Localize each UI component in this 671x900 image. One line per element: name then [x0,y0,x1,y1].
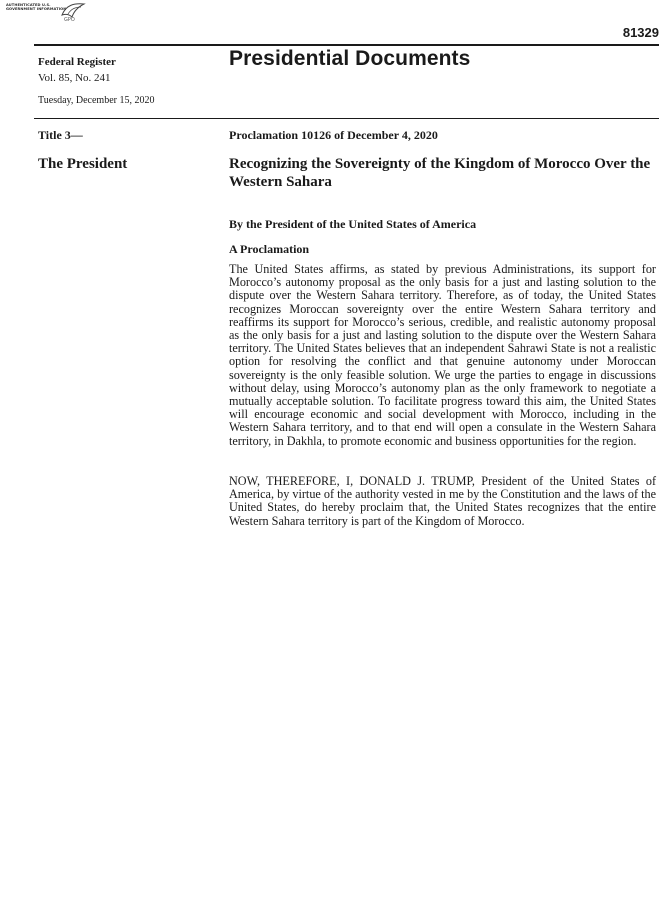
top-rule [34,44,659,46]
section-title: Presidential Documents [229,47,471,70]
section-rule [34,118,659,119]
proclamation-title: Recognizing the Sovereignty of the Kingdom of Morocco Over the Western Sahara [229,156,651,190]
title-label: Title 3— [38,128,83,142]
by-line: By the President of the United States of America [229,217,477,231]
publication-date: Tuesday, December 15, 2020 [38,95,155,106]
paragraph-1: The United States affirms, as stated by previous Administrations, its support for Morocco’s autonomy proposal as the only basis for a just and lasting solution to the dispute over the Western Sahara territory. Therefore, as of today, the United States recognizes Moroccan sovereignty over the entire Western Sahara territory and reaffirms its support for Morocco’s serious, credible, and realistic autonomy proposal as the only basis for a just and lasting solution to the dispute over the Western Sahara territory. The United States believes that an independent Sahrawi State is not a realistic option for resolving the conflict and that genuine autonomy under Moroccan sovereignty is the only feasible solution. We urge the parties to engage in discussions without delay, using Morocco’s autonomy plan as the only framework to negotiate a mutually acceptable solution. To facilitate progress toward this aim, the United States will encourage economic and social development with Morocco, including in the Western Sahara territory, and to that end will open a consulate in the Western Sahara territory, in Dakhla, to promote economic and business opportunities for the region. [229,262,656,448]
proclamation-number: Proclamation 10126 of December 4, 2020 [229,128,438,142]
page-number: 81329 [622,25,659,40]
paragraph-2: NOW, THEREFORE, I, DONALD J. TRUMP, President of the United States of America, by virtue of the authority vested in me by the Constitution and the laws of the United States, do hereby proclaim that, the United States recognizes that the entire Western Sahara territory is part of the Kingdom of Morocco. [229,474,656,528]
subheading: A Proclamation [229,242,310,256]
gpo-mark: GPO [64,17,75,23]
volume-number: Vol. 85, No. 241 [38,72,111,84]
federal-register-label: Federal Register [38,56,116,68]
authenticated-gpo-logo [6,1,90,27]
logo-text: AUTHENTICATED U.S. GOVERNMENT INFORMATION [6,3,67,12]
left-heading: The President [38,156,128,172]
